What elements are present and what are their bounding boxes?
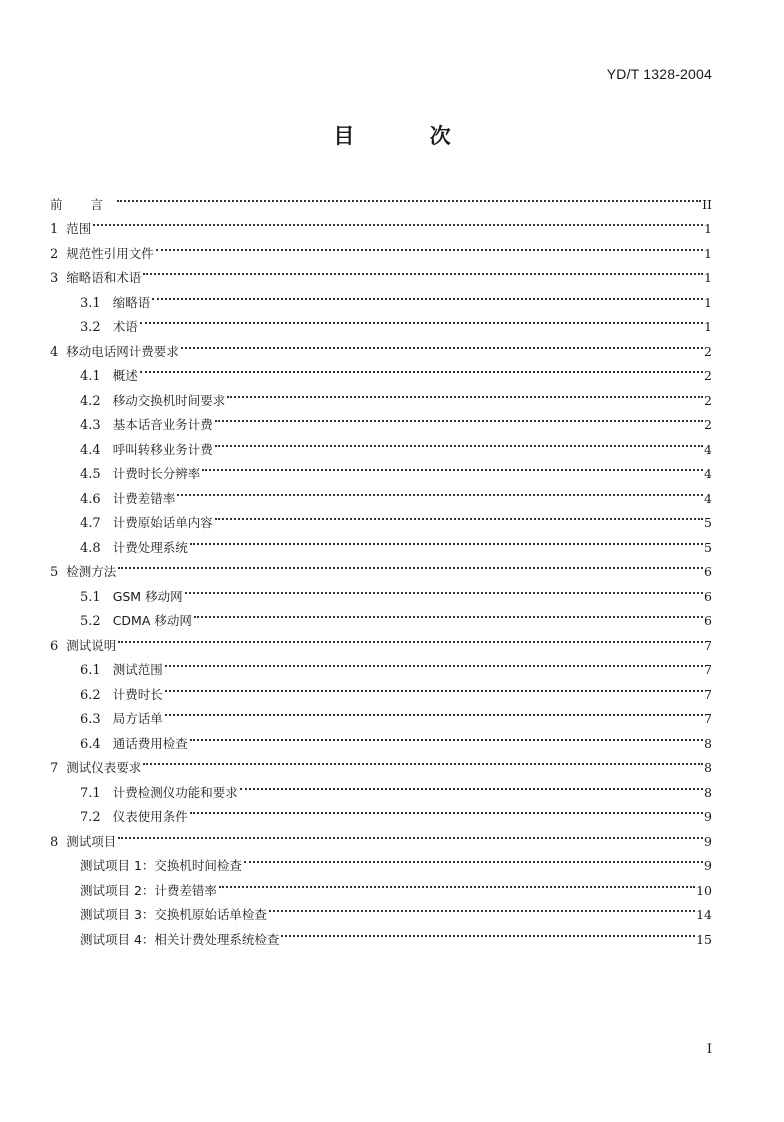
page-number: I [706, 1042, 712, 1057]
toc-entry-number: 7 [50, 761, 59, 776]
toc-entry-page: 8 [704, 735, 712, 751]
toc-dot-leader [190, 527, 703, 552]
toc-dot-leader [202, 454, 703, 479]
toc-entry-label: 基本话音业务计费 [112, 417, 213, 432]
toc-entry-label: 缩略语 [112, 294, 151, 310]
toc-entry-page: 2 [704, 392, 712, 408]
toc-entry-label: 移动交换机时间要求 [112, 392, 226, 408]
toc-dot-leader [281, 919, 695, 944]
toc-entry-label: 计费检测仪功能和要求 [112, 784, 238, 800]
toc-dot-leader [177, 478, 703, 503]
toc-entry-page: 4 [704, 490, 712, 506]
toc-entry-page: 8 [704, 760, 712, 775]
toc-entry-label: 规范性引用文件 [66, 245, 154, 261]
toc-dot-leader [140, 307, 703, 332]
toc-dot-leader [152, 282, 703, 307]
toc-dot-leader [215, 429, 703, 454]
toc-dot-leader [117, 184, 701, 209]
toc-title: 目 次 [333, 124, 485, 148]
toc-entry-label: 测试项目 2：计费差错率 [80, 882, 217, 898]
toc-entry-page: 1 [704, 294, 712, 310]
toc-entry-label: CDMA 移动网 [112, 613, 192, 628]
toc-entry[interactable] [50, 748, 712, 776]
toc-entry[interactable] [50, 552, 712, 580]
toc-entry-page: 7 [704, 637, 712, 653]
toc-entry-label: 测试项目 [66, 833, 117, 849]
toc-entry-label: 测试项目 1：交换机时间检查 [80, 858, 242, 873]
toc-entry-label: 仪表使用条件 [112, 809, 188, 824]
toc-entry-number: 2 [50, 246, 59, 262]
toc-entry-page: 1 [704, 221, 712, 236]
toc-entry-number: 4 [50, 344, 59, 360]
toc-entry-number: 5.2 [80, 614, 101, 629]
toc-entry-page: 9 [704, 809, 712, 824]
toc-entry-number: 1 [50, 222, 59, 237]
toc-entry-number: 3.2 [80, 320, 101, 335]
toc-dot-leader [181, 331, 703, 356]
toc-entry-number: 7.2 [80, 810, 101, 825]
toc-dot-leader [165, 650, 703, 675]
toc-entry-page: 9 [704, 833, 712, 849]
toc-entry-label: 测试仪表要求 [66, 760, 142, 775]
toc-dot-leader [140, 356, 703, 381]
toc-dot-leader [143, 258, 703, 283]
toc-dot-leader [118, 625, 703, 650]
toc-entry-number: 4.5 [80, 467, 101, 482]
toc-entry[interactable] [50, 650, 712, 678]
toc-entry[interactable] [50, 576, 712, 605]
toc-dot-leader [227, 380, 703, 405]
toc-entry[interactable] [50, 307, 712, 335]
toc-entry-number: 7.1 [80, 785, 101, 801]
toc-entry[interactable] [50, 331, 712, 360]
toc-entry-label: 检测方法 [66, 564, 117, 579]
toc-entry-number: 6 [50, 638, 59, 654]
toc-dot-leader [215, 405, 703, 430]
toc-entry[interactable] [50, 209, 712, 237]
toc-entry-label: 测试范围 [112, 662, 163, 677]
toc-entry-label: 局方话单 [112, 711, 163, 726]
toc-entry-page: 4 [704, 466, 712, 481]
toc-entry-page: 7 [704, 662, 712, 677]
toc-dot-leader [215, 503, 703, 528]
toc-entry-page: 6 [704, 588, 712, 604]
toc-entry[interactable] [50, 821, 712, 850]
toc-entry-page: 7 [704, 686, 712, 702]
toc-entry-page: 7 [704, 711, 712, 726]
toc-entry[interactable] [50, 380, 712, 409]
toc-entry-label: 范围 [66, 221, 92, 236]
toc-entry-number: 8 [50, 834, 59, 850]
toc-entry-label: 测试项目 4：相关计费处理系统检查 [80, 931, 280, 947]
toc-entry[interactable] [50, 258, 712, 286]
toc-entry-label: 计费处理系统 [112, 539, 188, 555]
toc-dot-leader [240, 772, 703, 797]
toc-entry-page: 5 [704, 539, 712, 555]
toc-dot-leader [165, 674, 703, 699]
toc-entry-page: 15 [696, 931, 712, 947]
toc-entry[interactable] [50, 625, 712, 654]
toc-entry-label: GSM 移动网 [112, 588, 183, 604]
toc-entry-label: 通话费用检查 [112, 735, 188, 751]
toc-entry-page: 1 [704, 270, 712, 285]
toc-dot-leader [185, 576, 703, 601]
toc-entry-label: 移动电话网计费要求 [66, 343, 179, 359]
toc-entry-page: 1 [704, 319, 712, 334]
toc-dot-leader [219, 870, 695, 895]
toc-entry-number: 4.3 [80, 418, 101, 433]
toc-entry-label: 术语 [112, 319, 138, 334]
toc-dot-leader [118, 821, 703, 846]
toc-entry-label: 计费原始话单内容 [112, 515, 213, 530]
toc-entry-number: 4.6 [80, 491, 101, 507]
toc-entry[interactable] [50, 846, 712, 871]
toc-entry-page: 2 [704, 343, 712, 359]
toc-entry[interactable] [50, 772, 712, 801]
toc-entry-number: 6.3 [80, 712, 101, 727]
toc-dot-leader [93, 209, 703, 234]
toc-entry-page: 2 [704, 368, 712, 383]
toc-entry-number: 5.1 [80, 589, 101, 605]
toc-dot-leader [118, 552, 703, 577]
toc-entry-number: 4.7 [80, 516, 101, 531]
toc-entry-label: 测试项目 3：交换机原始话单检查 [80, 907, 267, 922]
toc-entry-label: 计费时长分辨率 [112, 466, 201, 481]
toc-entry-page: 4 [704, 441, 712, 457]
toc-entry-number: 4.1 [80, 369, 101, 384]
document-number: YD/T 1328-2004 [606, 66, 712, 82]
toc-entry-page: 14 [696, 907, 712, 922]
toc-entry-label: 概述 [112, 368, 138, 383]
toc-dot-leader [143, 748, 703, 773]
toc-entry-number: 5 [50, 565, 59, 580]
toc-entry-number: 6.4 [80, 736, 101, 752]
toc-entry-page: 2 [704, 417, 712, 432]
toc-entry-label: 缩略语和术语 [66, 270, 142, 285]
toc-dot-leader [194, 601, 703, 626]
toc-entry[interactable] [50, 356, 712, 384]
toc-entry-label: 计费差错率 [112, 490, 176, 506]
toc-entry-page: 6 [704, 613, 712, 628]
toc-entry-page: 9 [704, 858, 712, 873]
toc-entry-label: 呼叫转移业务计费 [112, 441, 213, 457]
toc-dot-leader [165, 699, 703, 724]
toc-dot-leader [156, 233, 703, 258]
table-of-contents [50, 184, 712, 947]
toc-dot-leader [190, 723, 703, 748]
toc-entry-page: 10 [696, 882, 712, 898]
toc-entry[interactable] [50, 233, 712, 262]
toc-entry[interactable] [50, 184, 712, 212]
toc-entry-number: 6.2 [80, 687, 101, 703]
toc-dot-leader [190, 797, 703, 822]
toc-entry-number: 4.2 [80, 393, 101, 409]
toc-entry-page: 8 [704, 784, 712, 800]
toc-dot-leader [269, 895, 695, 920]
toc-dot-leader [244, 846, 703, 871]
toc-entry-page: 1 [704, 245, 712, 261]
toc-entry-page: 6 [704, 564, 712, 579]
toc-entry-number: 6.1 [80, 663, 101, 678]
toc-entry-label: 计费时长 [112, 686, 163, 702]
toc-entry-page: 5 [704, 515, 712, 530]
toc-entry-label: 前 言 [50, 196, 115, 212]
toc-entry-page: II [702, 196, 712, 212]
toc-entry-number: 4.4 [80, 442, 101, 458]
toc-entry-label: 测试说明 [66, 637, 117, 653]
toc-entry-number: 4.8 [80, 540, 101, 556]
toc-entry-number: 3.1 [80, 295, 101, 311]
toc-entry[interactable] [50, 282, 712, 311]
toc-entry-number: 3 [50, 271, 59, 286]
